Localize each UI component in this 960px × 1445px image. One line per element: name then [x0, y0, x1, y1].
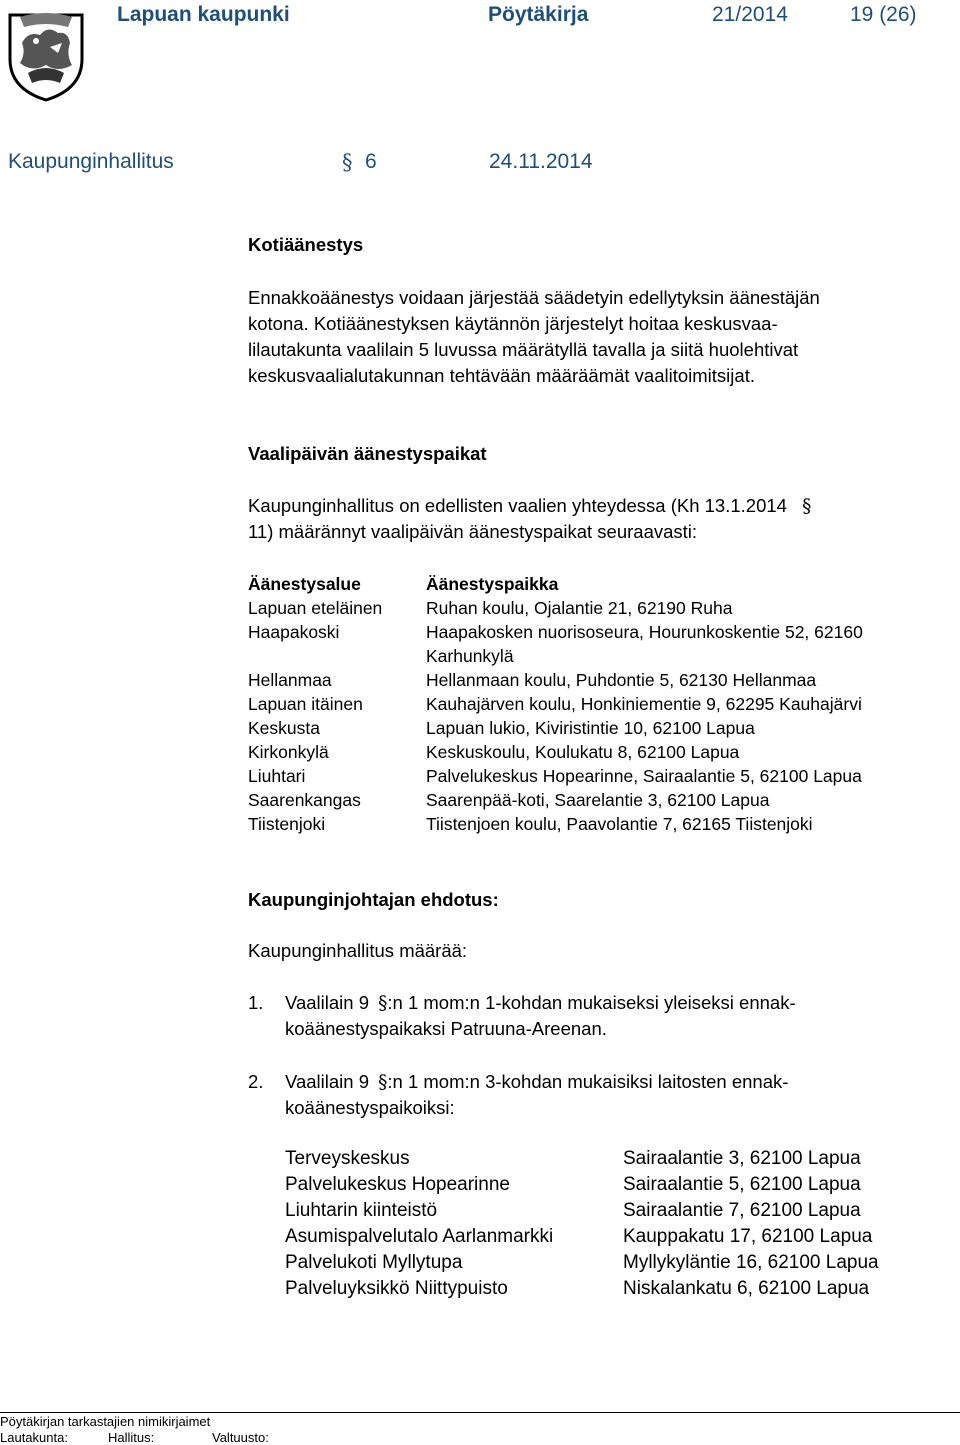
home-voting-line: lilautakunta vaalilain 5 luvussa määrätyllä tavalla ja siitä huolehtivat — [248, 339, 799, 360]
proposal-intro: Kaupunginhallitus määrää: — [248, 940, 468, 961]
area-name: Liuhtari — [248, 766, 306, 786]
institution-address: Kauppakatu 17, 62100 Lapua — [623, 1226, 873, 1247]
section-symbol: § — [378, 993, 388, 1014]
footer-divider — [0, 1412, 960, 1413]
section-symbol: § — [378, 1072, 388, 1093]
document-number: 21/2014 — [712, 3, 788, 26]
proposal-item-text-cont: :n 1 mom:n 3-kohdan mukaisiksi laitosten ennak- — [387, 1071, 789, 1092]
institution-address: Sairaalantie 7, 62100 Lapua — [623, 1200, 861, 1221]
page-number: 19 (26) — [850, 3, 917, 26]
polling-place: Palvelukeskus Hopearinne, Sairaalantie 5, 62100 Lapua — [426, 766, 862, 786]
footer-board-label: Valtuusto: — [212, 1430, 269, 1445]
section-symbol: § — [802, 496, 812, 517]
institution-address: Niskalankatu 6, 62100 Lapua — [623, 1278, 870, 1299]
proposal-item-line — [285, 990, 796, 1017]
polling-place: Hellanmaan koulu, Puhdontie 5, 62130 Hellanmaa — [426, 670, 817, 690]
municipality-name: Lapuan kaupunki — [117, 3, 290, 26]
polling-place: Tiistenjoen koulu, Paavolantie 7, 62165 Tiistenjoki — [426, 814, 813, 834]
proposal-item-number: 2. — [248, 1071, 264, 1092]
home-voting-line: keskusvaalialutakunnan tehtävään määräämät vaalitoimitsijat. — [248, 365, 755, 386]
section-number: 6 — [365, 150, 377, 173]
polling-place: Keskuskoulu, Koulukatu 8, 62100 Lapua — [426, 742, 740, 762]
institution-address: Myllykyläntie 16, 62100 Lapua — [623, 1252, 879, 1273]
institution-name: Palvelukoti Myllytupa — [285, 1252, 463, 1273]
column-header-place: Äänestyspaikka — [426, 574, 559, 594]
proposal-item-text: Vaalilain 9 — [285, 1071, 369, 1092]
section-symbol: § — [342, 150, 353, 174]
polling-place-continued: Karhunkylä — [426, 646, 514, 666]
proposal-item-text: Vaalilain 9 — [285, 992, 369, 1013]
proposal-heading: Kaupunginjohtajan ehdotus: — [248, 889, 499, 910]
polling-place: Saarenpää-koti, Saarelantie 3, 62100 Lapua — [426, 790, 770, 810]
area-name: Kirkonkylä — [248, 742, 329, 762]
column-header-area: Äänestysalue — [248, 574, 361, 594]
institution-name: Palveluyksikkö Niittypuisto — [285, 1278, 508, 1299]
meeting-body: Kaupunginhallitus — [8, 150, 174, 173]
area-name: Haapakoski — [248, 622, 340, 642]
home-voting-line: kotona. Kotiäänestyksen käytännön järjestelyt hoitaa keskusvaa- — [248, 313, 778, 334]
area-name: Keskusta — [248, 718, 320, 738]
institution-name: Asumispalvelutalo Aarlanmarkki — [285, 1226, 554, 1247]
meeting-date: 24.11.2014 — [489, 150, 593, 173]
proposal-item-line — [285, 1069, 788, 1096]
institution-name: Terveyskeskus — [285, 1148, 410, 1169]
document-type: Pöytäkirja — [488, 3, 589, 26]
institution-address: Sairaalantie 3, 62100 Lapua — [623, 1148, 861, 1169]
footer-board-label: Lautakunta: — [0, 1430, 68, 1445]
proposal-item-text-cont: :n 1 mom:n 1-kohdan mukaiseksi yleiseksi ennak- — [387, 992, 796, 1013]
home-voting-line: Ennakkoäänestys voidaan järjestää säädetyin edellytyksin äänestäjän — [248, 287, 820, 308]
polling-place: Kauhajärven koulu, Honkiniementie 9, 62295 Kauhajärvi — [426, 694, 862, 714]
area-name: Tiistenjoki — [248, 814, 326, 834]
area-name: Saarenkangas — [248, 790, 361, 810]
polling-place: Ruhan koulu, Ojalantie 21, 62190 Ruha — [426, 598, 733, 618]
home-voting-heading: Kotiäänestys — [248, 234, 364, 255]
polling-place: Haapakosken nuorisoseura, Hourunkoskentie 52, 62160 — [426, 622, 863, 642]
proposal-item-line2: koäänestyspaikoiksi: — [285, 1097, 455, 1118]
institution-name: Palvelukeskus Hopearinne — [285, 1174, 510, 1195]
area-name: Lapuan eteläinen — [248, 598, 383, 618]
area-name: Hellanmaa — [248, 670, 332, 690]
footer-board-label: Hallitus: — [108, 1430, 155, 1445]
election-day-line2: 11) määrännyt vaalipäivän äänestyspaikat seuraavasti: — [248, 521, 698, 542]
election-day-line1-text: Kaupunginhallitus on edellisten vaalien yhteydessa (Kh 13.1.2014 — [248, 495, 787, 516]
coat-of-arms-logo — [6, 3, 86, 103]
polling-place: Lapuan lukio, Kiviristintie 10, 62100 Lapua — [426, 718, 755, 738]
area-name: Lapuan itäinen — [248, 694, 363, 714]
election-day-heading: Vaalipäivän äänestyspaikat — [248, 443, 487, 464]
institution-name: Liuhtarin kiinteistö — [285, 1200, 438, 1221]
institution-address: Sairaalantie 5, 62100 Lapua — [623, 1174, 861, 1195]
footer-signatures-label: Pöytäkirjan tarkastajien nimikirjaimet — [0, 1414, 211, 1429]
election-day-line1 — [248, 493, 811, 520]
proposal-item-number: 1. — [248, 992, 264, 1013]
proposal-item-line2: koäänestyspaikaksi Patruuna-Areenan. — [285, 1018, 607, 1039]
